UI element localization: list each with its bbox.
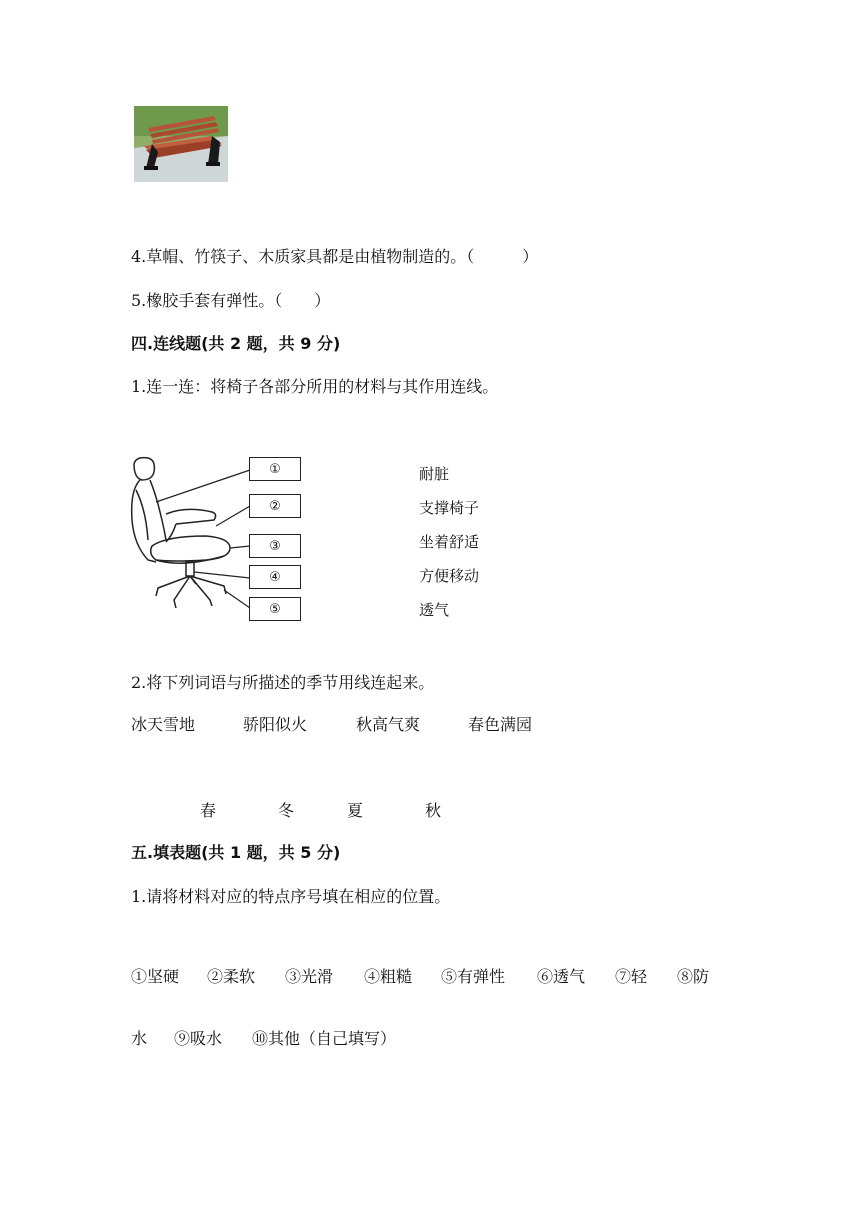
feature-option: ⑦轻 bbox=[615, 967, 648, 986]
function-3: 坐着舒适 bbox=[419, 533, 480, 551]
function-4: 方便移动 bbox=[419, 567, 480, 585]
feature-option: ③光滑 bbox=[285, 967, 334, 986]
feature-option: ⑨吸水 bbox=[174, 1029, 223, 1048]
section-4-question-2: 2.将下列词语与所描述的季节用线连起来。 bbox=[131, 673, 435, 692]
feature-option: ⑤有弹性 bbox=[441, 967, 506, 986]
feature-option: ⑩其他（自己填写） bbox=[252, 1029, 397, 1048]
feature-option: ④粗糙 bbox=[364, 967, 413, 986]
section-4-question-1: 1.连一连：将椅子各部分所用的材料与其作用连线。 bbox=[131, 377, 499, 396]
function-1: 耐脏 bbox=[419, 465, 450, 483]
season-spring: 春 bbox=[200, 801, 217, 820]
feature-option: ⑧防 bbox=[677, 967, 710, 986]
phrase-3: 秋高气爽 bbox=[356, 715, 421, 734]
section-4-heading: 四.连线题(共 2 题，共 9 分) bbox=[131, 334, 341, 353]
season-summer: 夏 bbox=[347, 801, 364, 820]
chair-part-box-1: ① bbox=[249, 457, 301, 481]
feature-option: ②柔软 bbox=[207, 967, 256, 986]
chair-part-box-2: ② bbox=[249, 494, 301, 518]
section-5-question-1: 1.请将材料对应的特点序号填在相应的位置。 bbox=[131, 887, 451, 906]
function-5: 透气 bbox=[419, 601, 450, 619]
phrase-2: 骄阳似火 bbox=[243, 715, 308, 734]
season-autumn: 秋 bbox=[425, 801, 442, 820]
function-2: 支撑椅子 bbox=[419, 499, 480, 517]
question-5: 5.橡胶手套有弹性。（ ） bbox=[131, 291, 331, 310]
chair-part-box-4: ④ bbox=[249, 565, 301, 589]
phrase-1: 冰天雪地 bbox=[131, 715, 196, 734]
season-winter: 冬 bbox=[278, 801, 295, 820]
feature-option: 水 bbox=[131, 1029, 148, 1048]
chair-part-box-3: ③ bbox=[249, 534, 301, 558]
phrase-4: 春色满园 bbox=[468, 715, 533, 734]
feature-option: ⑥透气 bbox=[537, 967, 586, 986]
section-5-heading: 五.填表题(共 1 题，共 5 分) bbox=[131, 843, 341, 862]
chair-part-box-5: ⑤ bbox=[249, 597, 301, 621]
question-4: 4.草帽、竹筷子、木质家具都是由植物制造的。（ ） bbox=[131, 247, 539, 266]
feature-option: ①坚硬 bbox=[131, 967, 180, 986]
park-bench-image bbox=[134, 106, 228, 182]
